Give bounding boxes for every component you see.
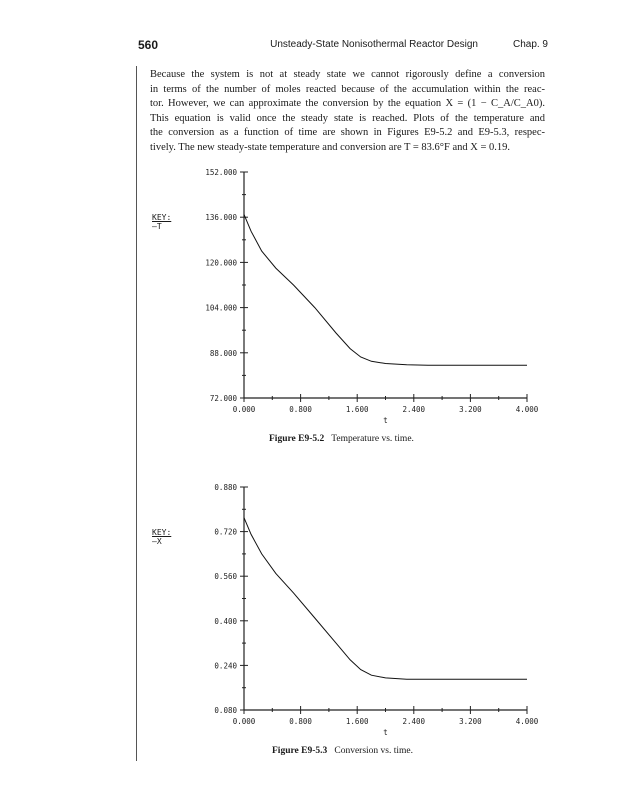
paragraph-line: in terms of the number of moles reacted because of the accumulation within the reac-	[150, 83, 545, 95]
x-tick-label: 1.600	[345, 717, 369, 726]
chapter-label: Chap. 9	[512, 39, 548, 50]
x-tick-label: 0.000	[232, 405, 256, 414]
x-tick-label: 1.600	[345, 405, 369, 414]
x-tick-label: 0.000	[232, 717, 256, 726]
caption-text: Temperature vs. time.	[331, 434, 414, 444]
chart2-key	[152, 528, 171, 546]
paragraph-line: This equation is valid once the steady state is reached. Plots of the temperature and	[150, 112, 545, 124]
y-tick-label: 152.000	[205, 168, 237, 177]
y-tick-label: 104.000	[205, 303, 237, 313]
caption-text: Conversion vs. time.	[334, 746, 414, 756]
y-tick-label: 0.560	[214, 572, 237, 582]
x-tick-label: 4.000	[515, 405, 539, 414]
caption-label: Figure E9-5.3	[272, 746, 328, 756]
figure-caption-1	[269, 434, 414, 444]
legend-entry: —T	[152, 222, 162, 231]
x-tick-label: 3.200	[459, 717, 482, 726]
x-axis-label: t	[383, 416, 388, 425]
key-label: KEY:	[152, 528, 172, 537]
y-tick-label: 72.000	[209, 394, 237, 403]
paragraph-line: Because the system is not at steady state we cannot rigorously define a conversion	[150, 69, 545, 80]
y-tick-label: 0.080	[214, 706, 237, 715]
caption-label: Figure E9-5.2	[269, 434, 325, 444]
x-axis-label: t	[383, 728, 388, 737]
series-line-t	[244, 214, 527, 365]
x-tick-label: 4.000	[515, 717, 539, 726]
y-tick-label: 0.400	[214, 616, 237, 626]
figure-caption-2	[272, 746, 413, 756]
y-tick-label: 0.240	[214, 661, 237, 671]
x-tick-label: 0.800	[289, 405, 312, 414]
y-tick-label: 136.000	[205, 213, 237, 223]
x-tick-label: 2.400	[402, 405, 426, 414]
y-tick-label: 0.720	[214, 527, 237, 537]
y-tick-label: 120.000	[205, 258, 237, 268]
x-tick-label: 3.200	[459, 405, 482, 414]
paragraph-line: tively. The new steady-state temperature and conversion are T = 83.6°F and X = 0.19.	[150, 141, 511, 153]
paragraph-line: the conversion as a function of time are shown in Figures E9-5.2 and E9-5.3, respec-	[150, 127, 545, 139]
key-label: KEY:	[152, 213, 172, 222]
page-number: 560	[138, 38, 159, 52]
x-tick-label: 2.400	[402, 717, 426, 726]
paragraph-line: tor. However, we can approximate the conversion by the equation X = (1 − C_A/C_A0).	[150, 98, 545, 110]
running-title: Unsteady-State Nonisothermal Reactor Design	[270, 39, 478, 50]
y-tick-label: 88.000	[209, 348, 237, 358]
x-tick-label: 0.800	[289, 717, 312, 726]
legend-entry: —X	[152, 537, 162, 546]
y-tick-label: 0.880	[214, 483, 237, 492]
